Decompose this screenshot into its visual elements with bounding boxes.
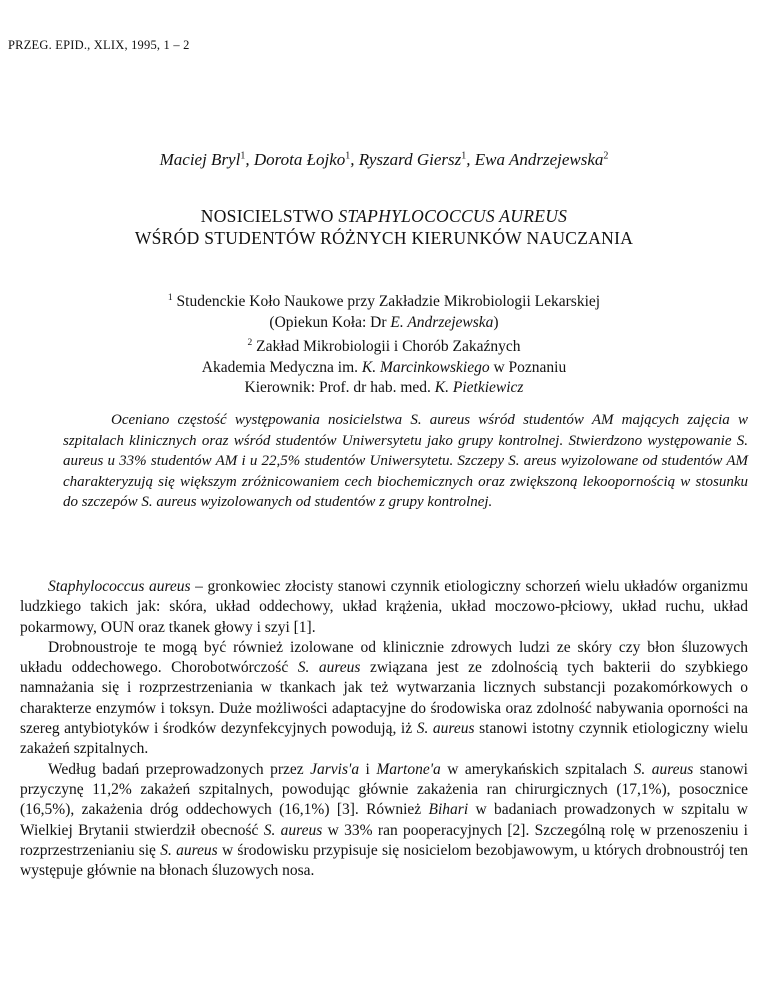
paragraph-3: Według badań przeprowadzonych przez Jarvis'a i Martone'a w amerykańskich szpitalach S. aureus stanowi przyczynę 11,2% zakażeń szpitalnych, powodując głównie zakażenia ran chirurgicznych (17,1%), posocznice (16,5%), zakażenia dróg oddechowych (16,1%) [3]. Również Bihari w badaniach prowadzonych w szpitalu w Wielkiej Brytanii stwierdził obecność S. aureus w 33% ran pooperacyjnych [2]. Szczególną rolę w przenoszeniu i rozprzestrzenianiu się S. aureus w środowisku przypisuje się nosicielom bezobjawowym, u których drobnoustrój ten występuje głównie na błonach śluzowych nosa. bbox=[20, 760, 748, 880]
author-name: Ryszard Giersz bbox=[358, 150, 462, 169]
affiliation-2: $^2$ Zakład Mikrobiologii i Chorób Zakaźnych bbox=[247, 338, 521, 356]
paper-title bbox=[0, 205, 768, 249]
author-affiliation-mark: 1 bbox=[461, 150, 467, 162]
affiliation-head: Kierownik: Prof. dr hab. med. K. Pietkiewicz bbox=[244, 379, 524, 397]
paragraph-1: Staphylococcus aureus – gronkowiec złocisty stanowi czynnik etiologiczny schorzeń wielu układów organizmu ludzkiego takich jak: skóra, układ oddechowy, układ krążenia, układ moczowo-płciowy, układ ruchu, układ pokarmowy, OUN oraz tkanek głowy i szyi [1]. bbox=[20, 578, 748, 636]
affiliation-1-supervisor: (Opiekun Koła: Dr E. Andrzejewska) bbox=[269, 313, 499, 331]
abstract-text: Oceniano częstość występowania nosicielstwa S. aureus wśród studentów AM mających zajęcia w szpitalach klinicznych oraz wśród studentów Uniwersytetu jako grupy kontrolnej. Stwierdzono występowanie S. aureus u 33% studentów AM i u 22,5% studentów Uniwersytetu. Szczepy S. areus wyizolowane od studentów AM charakteryzują się większym zróżnicowaniem cech biochemicznych oraz zwiększoną lekoopornością w stosunku do szczepów S. aureus wyizolowanych od studentów z grupy kontrolnej. bbox=[63, 412, 748, 510]
author-name: Ewa Andrzejewska bbox=[474, 150, 604, 169]
author-list: Maciej Bryl$^1$, Dorota Łojko$^1$, Ryszard Giersz$^1$, Ewa Andrzejewska$^2$ bbox=[159, 150, 609, 169]
author-affiliation-mark: 2 bbox=[603, 150, 609, 162]
author-affiliation-mark: 1 bbox=[240, 150, 246, 162]
affiliations bbox=[0, 288, 768, 399]
abstract bbox=[63, 410, 748, 513]
title-line-1: NOSICIELSTWO STAPHYLOCOCCUS AUREUS bbox=[200, 206, 568, 226]
author-name: Maciej Bryl bbox=[159, 150, 241, 169]
affiliation-institution: Akademia Medyczna im. K. Marcinkowskiego w Poznaniu bbox=[201, 358, 567, 376]
journal-header: PRZEG. EPID., XLIX, 1995, 1 – 2 bbox=[8, 38, 190, 52]
title-line-2: WŚRÓD STUDENTÓW RÓŻNYCH KIERUNKÓW NAUCZANIA bbox=[134, 228, 634, 248]
author-name: Dorota Łojko bbox=[253, 150, 346, 169]
author-affiliation-mark: 1 bbox=[345, 150, 351, 162]
paragraph-2: Drobnoustroje te mogą być również izolowane od klinicznie zdrowych ludzi ze skóry czy błon śluzowych układu oddechowego. Chorobotwórczość S. aureus związana jest ze zdolnością tych bakterii do szybkiego namnażania się i rozprzestrzeniania w tkankach jak też wytwarzania licznych substancji pozakomórkowych o charakterze enzymów i toksyn. Duże możliwości adaptacyjne do środowiska oraz zdolność nabywania oporności na szereg antybiotyków i środków dezynfekcyjnych powodują, iż S. aureus stanowi istotny czynnik etiologiczny wielu zakażeń szpitalnych. bbox=[20, 638, 749, 758]
body-text bbox=[20, 577, 748, 881]
affiliation-1: $^1$ Studenckie Koło Naukowe przy Zakładzie Mikrobiologii Lekarskiej bbox=[167, 293, 601, 311]
